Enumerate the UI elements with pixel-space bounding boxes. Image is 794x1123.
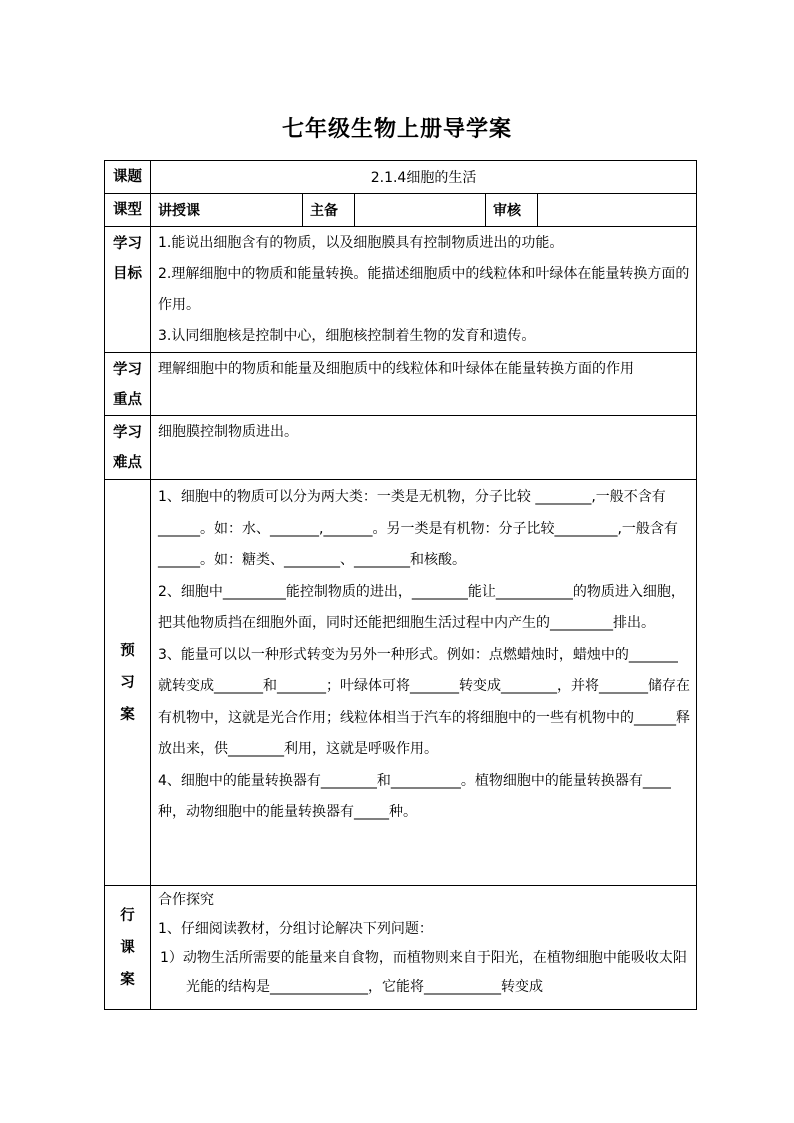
topic-value: 2.1.4细胞的生活 bbox=[151, 161, 697, 194]
difficulties-content bbox=[151, 416, 697, 480]
preview-item: 2、细胞中_________能控制物质的进出，________能让___________的物质进入细胞，把其他物质挡在细胞外面，同时还能把细胞生活过程中内产生的_________排出。 bbox=[158, 583, 685, 631]
difficulties-text: 细胞膜控制物质进出。 bbox=[158, 424, 298, 440]
key-points-row bbox=[105, 353, 697, 416]
preparer-value bbox=[355, 194, 486, 227]
key-points-text: 理解细胞中的物质和能量及细胞质中的线粒体和叶绿体在能量转换方面的作用 bbox=[158, 361, 634, 377]
key-points-label: 学习 重点 bbox=[105, 353, 151, 416]
reviewer-label: 审核 bbox=[486, 194, 538, 227]
practice-content bbox=[151, 886, 697, 1010]
objectives-content bbox=[151, 227, 697, 353]
practice-intro: 1、仔细阅读教材，分组讨论解决下列问题： bbox=[158, 921, 433, 937]
objective-item: 2.理解细胞中的物质和能量转换。能描述细胞质中的线粒体和叶绿体在能量转换方面的作用。 bbox=[158, 266, 690, 313]
preview-item: 3、能量可以以一种形式转变为另外一种形式。例如：点燃蜡烛时，蜡烛中的_______就转变成_______和_______；叶绿体可将_______转变成________，并将_______储存在有机物中，这就是光合作用；线粒体相当于汽车的将细胞中的一些有机物中的______释放出来，供________利用，这就是呼吸作用。 bbox=[158, 646, 690, 757]
preview-row bbox=[105, 480, 697, 886]
preview-content bbox=[151, 480, 697, 886]
preview-item: 4、细胞中的能量转换器有________和__________。植物细胞中的能量转换器有____种，动物细胞中的能量转换器有_____种。 bbox=[158, 772, 671, 820]
lesson-plan-table bbox=[104, 160, 697, 1010]
type-row bbox=[105, 194, 697, 227]
practice-row bbox=[105, 886, 697, 1010]
objectives-row bbox=[105, 227, 697, 353]
practice-label: 行 课 案 bbox=[105, 886, 151, 1010]
type-label: 课型 bbox=[105, 194, 151, 227]
preview-label: 预 习 案 bbox=[105, 480, 151, 886]
key-points-content bbox=[151, 353, 697, 416]
page-title: 七年级生物上册导学案 bbox=[281, 117, 512, 142]
objective-item: 1.能说出细胞含有的物质，以及细胞膜具有控制物质进出的功能。 bbox=[158, 235, 564, 251]
topic-label: 课题 bbox=[105, 161, 151, 194]
objectives-label: 学习 目标 bbox=[105, 227, 151, 353]
type-value: 讲授课 bbox=[151, 194, 303, 227]
practice-sub-item: 1）动物生活所需要的能量来自食物，而植物则来自于阳光，在植物细胞中能吸收太阳光能的结构是______________，它能将___________转变成 bbox=[160, 950, 687, 995]
difficulties-label: 学习 难点 bbox=[105, 416, 151, 480]
preview-item: 1、细胞中的物质可以分为两大类：一类是无机物，分子比较 ________,一般不含有______。如：水、_______,_______。另一类是有机物：分子比较_________,一般含有______。如：糖类、________、________和核酸。 bbox=[158, 489, 678, 568]
objective-item: 3.认同细胞核是控制中心，细胞核控制着生物的发育和遗传。 bbox=[158, 328, 536, 344]
practice-heading: 合作探究 bbox=[158, 892, 214, 908]
difficulties-row bbox=[105, 416, 697, 480]
reviewer-value bbox=[538, 194, 697, 227]
preparer-label: 主备 bbox=[303, 194, 355, 227]
topic-row bbox=[105, 161, 697, 194]
